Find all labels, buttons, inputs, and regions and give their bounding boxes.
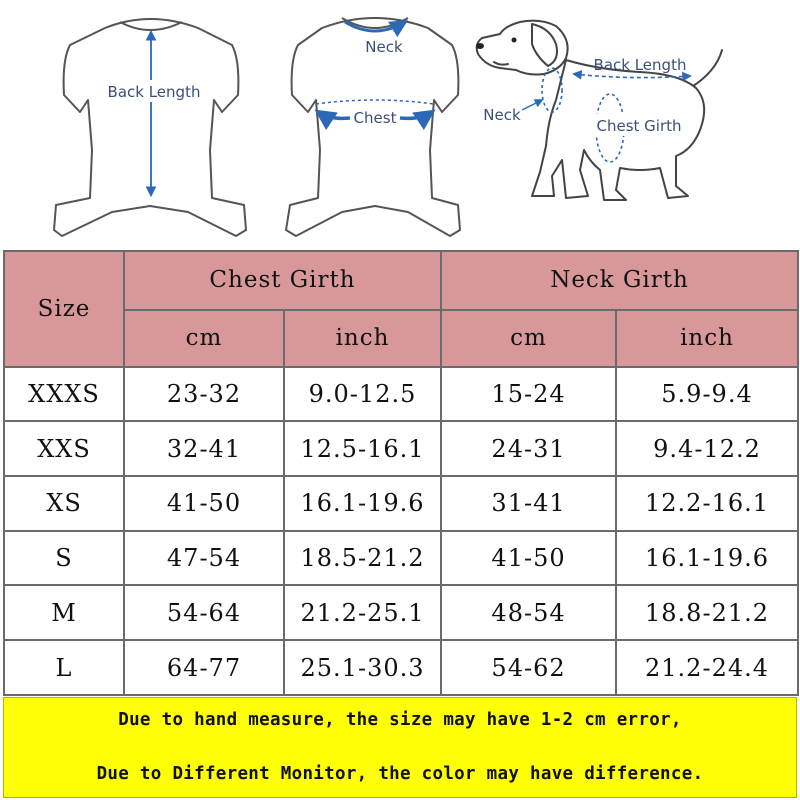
cell-neck-inch: 18.8-21.2	[616, 585, 798, 640]
cell-chest-inch: 16.1-19.6	[284, 476, 441, 531]
neck-inch-header: inch	[616, 310, 798, 367]
cell-neck-inch: 9.4-12.2	[616, 421, 798, 476]
cell-chest-cm: 32-41	[124, 421, 284, 476]
measure-error-note: Due to hand measure, the size may have 1-2 cm error,	[118, 710, 682, 730]
cell-chest-inch: 12.5-16.1	[284, 421, 441, 476]
cell-neck-inch: 21.2-24.4	[616, 640, 798, 695]
cell-chest-cm: 47-54	[124, 531, 284, 586]
cell-neck-cm: 31-41	[441, 476, 616, 531]
table-row	[4, 421, 798, 476]
monitor-color-note: Due to Different Monitor, the color may have difference.	[96, 764, 704, 784]
cell-chest-cm: 54-64	[124, 585, 284, 640]
neck-cm-header: cm	[441, 310, 616, 367]
dog-neck-label: Neck	[483, 106, 521, 124]
neck-label: Neck	[365, 38, 403, 56]
cell-neck-cm: 54-62	[441, 640, 616, 695]
cell-size: L	[4, 640, 124, 695]
cell-chest-cm: 23-32	[124, 367, 284, 422]
chest-cm-header: cm	[124, 310, 284, 367]
cell-neck-inch: 16.1-19.6	[616, 531, 798, 586]
cell-neck-inch: 12.2-16.1	[616, 476, 798, 531]
cell-size: XXXS	[4, 367, 124, 422]
cell-chest-inch: 9.0-12.5	[284, 367, 441, 422]
cell-chest-inch: 25.1-30.3	[284, 640, 441, 695]
cell-chest-inch: 18.5-21.2	[284, 531, 441, 586]
cell-size: XXS	[4, 421, 124, 476]
cell-chest-cm: 64-77	[124, 640, 284, 695]
cell-neck-inch: 5.9-9.4	[616, 367, 798, 422]
chest-inch-header: inch	[284, 310, 441, 367]
size-note-banner	[3, 697, 797, 798]
garment-back-view-illustration	[54, 19, 246, 236]
cell-chest-inch: 21.2-25.1	[284, 585, 441, 640]
table-row	[4, 585, 798, 640]
table-row	[4, 640, 798, 695]
table-row	[4, 476, 798, 531]
cell-size: M	[4, 585, 124, 640]
measurement-illustrations	[0, 0, 800, 250]
cell-neck-cm: 15-24	[441, 367, 616, 422]
cell-neck-cm: 48-54	[441, 585, 616, 640]
cell-chest-cm: 41-50	[124, 476, 284, 531]
dog-chest-girth-label: Chest Girth	[596, 117, 682, 135]
size-chart-table	[3, 250, 799, 696]
size-header: Size	[4, 251, 124, 367]
cell-neck-cm: 24-31	[441, 421, 616, 476]
chest-label: Chest	[353, 109, 397, 127]
chest-girth-header: Chest Girth	[124, 251, 441, 310]
dog-back-length-label: Back Length	[593, 56, 687, 74]
back-length-label: Back Length	[107, 83, 201, 101]
cell-neck-cm: 41-50	[441, 531, 616, 586]
table-row	[4, 367, 798, 422]
table-row	[4, 531, 798, 586]
cell-size: S	[4, 531, 124, 586]
cell-size: XS	[4, 476, 124, 531]
neck-girth-header: Neck Girth	[441, 251, 798, 310]
